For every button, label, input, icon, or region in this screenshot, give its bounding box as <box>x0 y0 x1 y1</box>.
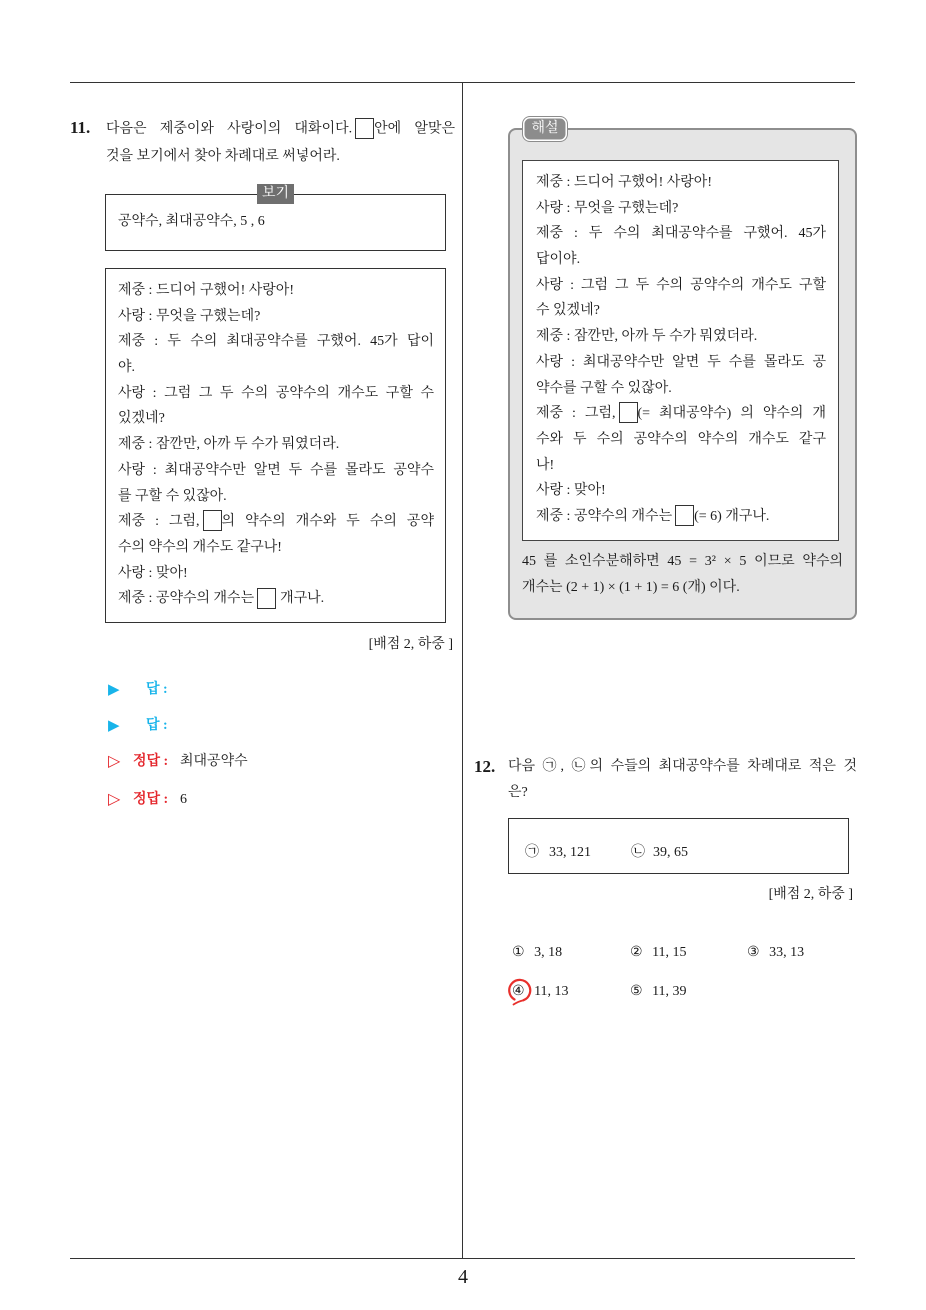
dialog-line: 제중 : 드디어 구했어! 사랑아! <box>118 283 294 298</box>
explanation-dialog-lines <box>536 170 826 530</box>
explanation-label: 해설 <box>523 117 567 141</box>
answer-blank-box <box>619 402 638 423</box>
choice-3 <box>747 943 804 963</box>
choice-2 <box>630 943 687 963</box>
dialog-text: 개구나. <box>280 591 325 607</box>
explanation-line: 수 있겠네? <box>536 303 600 319</box>
given-mark: ㉠ <box>525 845 539 860</box>
given-value: 33, 121 <box>549 845 591 860</box>
question-11-stem-line-1 <box>106 119 455 140</box>
stem-text: 안에 알맞은 <box>374 121 455 137</box>
outline-triangle-icon: ▷ <box>108 791 121 808</box>
outline-triangle-icon: ▷ <box>108 753 121 770</box>
explanation-line: 제중 : 잠깐만, 아까 두 수가 뭐였더라. <box>536 329 758 345</box>
explanation-line <box>536 504 826 530</box>
explanation-text: 제중 : 공약수의 개수는 <box>536 508 673 524</box>
page-number: 4 <box>458 1266 468 1288</box>
correct-answer-value: 최대공약수 <box>180 754 248 769</box>
play-triangle-icon: ▶ <box>108 718 120 734</box>
choice-1 <box>512 943 562 963</box>
question-12-stem-line-1: 다음 ㉠, ㉡의 수들의 최대공약수를 차례대로 적은 것 <box>508 759 857 774</box>
dialog-line <box>118 586 434 612</box>
explanation-text: (= 최대공약수) 의 약수의 개 <box>637 406 826 422</box>
bogi-content: 공약수, 최대공약수, 5 , 6 <box>118 214 265 229</box>
answer-blank-box <box>355 118 374 139</box>
explanation-text: 제중 : 그럼, <box>536 406 616 422</box>
stem-text: 다음은 제중이와 사랑이의 대화이다. <box>106 121 353 137</box>
choice-value: 3, 18 <box>534 945 563 960</box>
answer-blank-box <box>203 510 222 531</box>
dialog-line: 사랑 : 무엇을 구했는데? <box>118 308 261 324</box>
correct-answer-row <box>108 752 120 773</box>
explanation-line: 사랑 : 최대공약수만 알면 두 수를 몰라도 공 <box>536 354 826 370</box>
question-12-score: [배점 2, 하중 ] <box>768 887 853 902</box>
dialog-line: 사랑 : 최대공약수만 알면 두 수를 몰라도 공약수 <box>118 462 434 478</box>
column-divider <box>462 82 463 1258</box>
explanation-line: 나! <box>536 457 555 473</box>
answer-blank-box <box>675 505 694 526</box>
given-value: 39, 65 <box>653 845 688 860</box>
bogi-label: 보기 <box>257 184 294 204</box>
explanation-text: (= 6) 개구나. <box>694 508 770 524</box>
dialog-line: 야. <box>118 360 136 376</box>
choice-mark: ② <box>630 945 643 960</box>
correct-answer-row <box>108 790 120 811</box>
dialog-line: 사랑 : 맞아! <box>118 565 188 581</box>
dialog-text: 의 약수의 개수와 두 수의 공약 <box>221 514 434 530</box>
choice-value: 11, 13 <box>534 984 569 999</box>
dialog-line: 사랑 : 그럼 그 두 수의 공약수의 개수도 구할 수 <box>118 385 434 401</box>
explanation-line: 수와 두 수의 공약수의 약수의 개수도 같구 <box>536 431 826 447</box>
correct-answer-label: 정답 : <box>133 754 169 769</box>
answer-prompt-row <box>108 680 120 701</box>
dialog-line <box>118 509 434 535</box>
correct-answer-value: 6 <box>180 792 187 807</box>
choice-mark: ④ <box>512 984 525 999</box>
question-11-number: 11. <box>70 118 91 137</box>
dialog-line: 수의 약수의 개수도 같구나! <box>118 539 282 555</box>
dialog-line: 제중 : 잠깐만, 아까 두 수가 뭐였더라. <box>118 437 340 453</box>
explanation-summary-line: 개수는 (2 + 1) × (1 + 1) = 6 (개) 이다. <box>522 579 740 595</box>
answer-blank-box <box>257 588 276 609</box>
choice-value: 11, 15 <box>652 945 687 960</box>
given-mark: ㉡ <box>631 845 645 860</box>
bottom-rule <box>70 1258 855 1259</box>
dialog-line: 있겠네? <box>118 411 165 427</box>
explanation-line: 답이야. <box>536 252 581 268</box>
explanation-line: 약수를 구할 수 있잖아. <box>536 380 672 396</box>
choice-mark: ③ <box>747 945 760 960</box>
explanation-line: 사랑 : 맞아! <box>536 483 606 499</box>
correct-answer-label: 정답 : <box>133 792 169 807</box>
question-11-stem-line-2: 것을 보기에서 찾아 차례대로 써넣어라. <box>106 149 340 164</box>
explanation-line: 사랑 : 그럼 그 두 수의 공약수의 개수도 구할 <box>536 277 826 293</box>
choice-mark: ⑤ <box>630 984 643 999</box>
explanation-summary <box>522 549 843 600</box>
play-triangle-icon: ▶ <box>108 682 120 698</box>
question-12-number: 12. <box>474 757 496 776</box>
question-12-stem-line-2: 은? <box>508 785 528 800</box>
dialog-text: 제중 : 공약수의 개수는 <box>118 591 255 607</box>
explanation-line: 사랑 : 무엇을 구했는데? <box>536 200 679 216</box>
question-11-score: [배점 2, 하중 ] <box>368 637 453 652</box>
explanation-line <box>536 401 826 427</box>
choice-value: 33, 13 <box>769 945 805 960</box>
choice-5 <box>630 982 687 1002</box>
dialog-text: 제중 : 그럼, <box>118 514 200 530</box>
answer-prompt-label: 답 : <box>146 682 168 697</box>
selected-answer-circle-icon <box>504 974 536 1008</box>
answer-prompt-label: 답 : <box>146 718 168 733</box>
dialog-line: 를 구할 수 있잖아. <box>118 488 227 504</box>
choice-value: 11, 39 <box>652 984 687 999</box>
explanation-line: 제중 : 두 수의 최대공약수를 구했어. 45가 <box>536 226 826 242</box>
answer-prompt-row <box>108 716 120 737</box>
explanation-line: 제중 : 드디어 구했어! 사랑아! <box>536 175 712 190</box>
choice-mark: ① <box>512 945 525 960</box>
explanation-summary-line: 45 를 소인수분해하면 45 = 3² × 5 이므로 약수의 <box>522 554 843 569</box>
dialog-line: 제중 : 두 수의 최대공약수를 구했어. 45가 답이 <box>118 334 434 350</box>
dialog-lines <box>118 278 434 612</box>
